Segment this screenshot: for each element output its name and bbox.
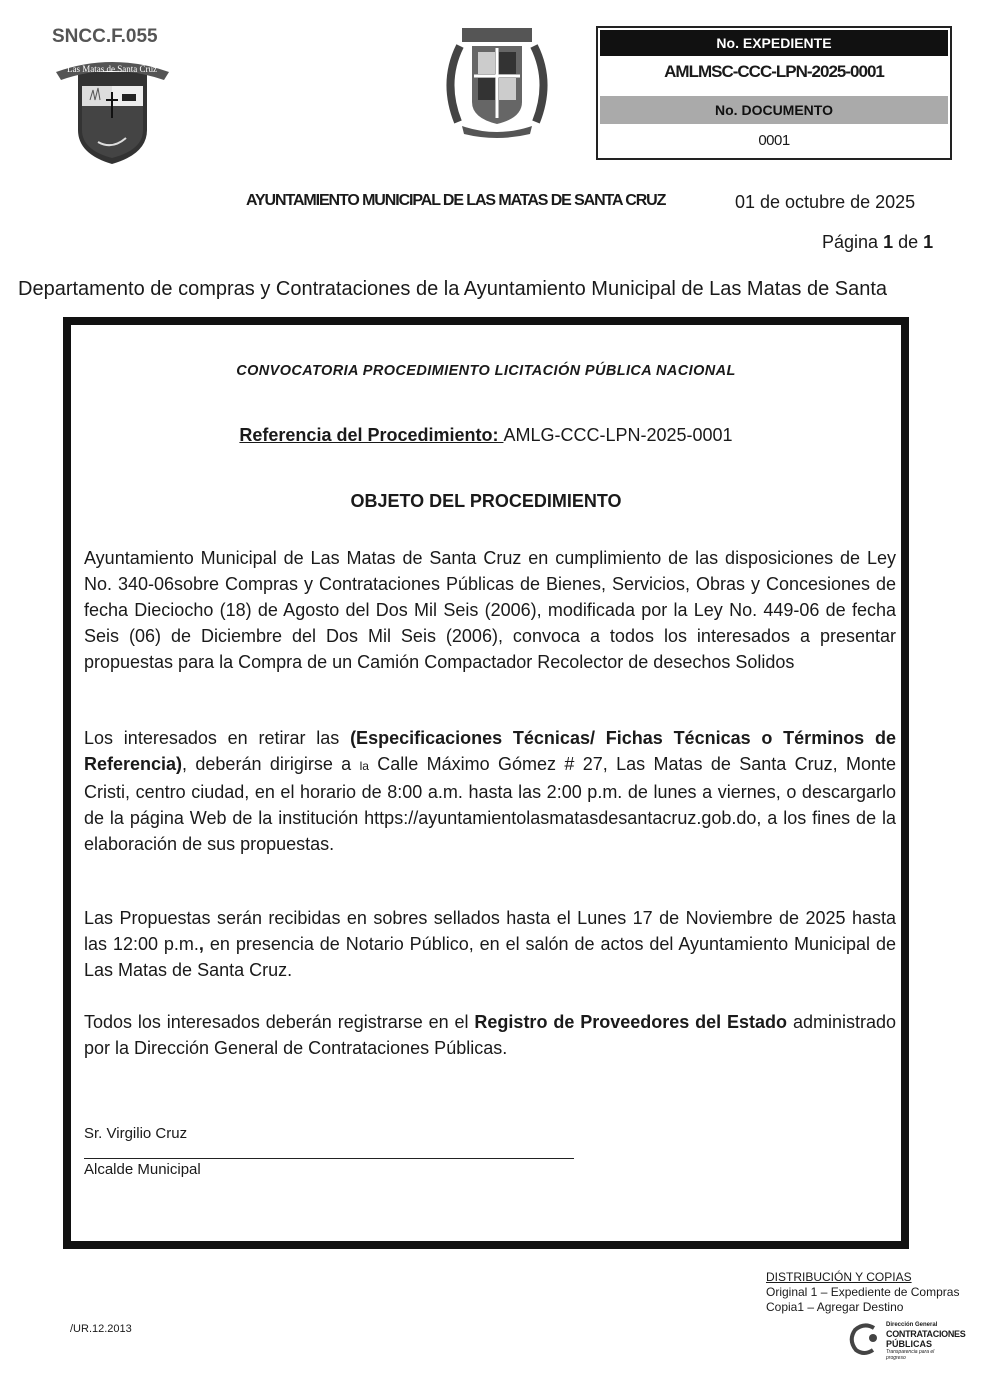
page-number: Página 1 de 1 <box>822 232 934 252</box>
distribution-original: Original 1 – Expediente de Compras <box>766 1285 960 1299</box>
expediente-box <box>596 26 952 160</box>
convocatoria-frame <box>63 317 909 1249</box>
expediente-label: No. EXPEDIENTE <box>600 30 948 56</box>
department-line: Departamento de compras y Contrataciones de la Ayuntamiento Municipal de Las Matas de Santa <box>18 278 888 300</box>
procedure-reference <box>71 425 901 446</box>
documento-value: 0001 <box>758 132 790 149</box>
reference-label: Referencia del Procedimiento: <box>239 425 504 445</box>
distribution-copy: Copia1 – Agregar Destino <box>766 1300 904 1314</box>
paragraph-recepcion: Las Propuestas serán recibidas en sobres sellados hasta el Lunes 17 de Noviembre de 2025 hasta las 12:00 p.m., en presencia de Notario Público, en el salón de actos del Ayuntamiento Municipal de Las Matas de Santa Cruz. <box>84 908 896 980</box>
objeto-title: OBJETO DEL PROCEDIMIENTO <box>350 491 622 511</box>
signature-line <box>84 1158 574 1159</box>
expediente-value: AMLMSC-CCC-LPN-2025-0001 <box>664 62 884 81</box>
municipal-logo <box>50 50 175 168</box>
coat-of-arms-seal <box>438 22 556 140</box>
logo-banner-text: Las Matas de Santa Cruz <box>67 64 157 74</box>
dgcp-logo: Dirección General CONTRATACIONES PÚBLICAS Transparencia para el progreso <box>846 1320 952 1358</box>
document-date: 01 de octubre de 2025 <box>735 192 916 212</box>
signer-role: Alcalde Municipal <box>84 1161 201 1178</box>
form-version: /UR.12.2013 <box>70 1323 132 1335</box>
dgcp-mark-icon <box>846 1320 884 1358</box>
distribution-title: DISTRIBUCIÓN Y COPIAS <box>766 1270 912 1284</box>
entity-name: AYUNTAMIENTO MUNICIPAL DE LAS MATAS DE SANTA CRUZ <box>246 192 666 209</box>
form-code: SNCC.F.055 <box>52 26 158 47</box>
reference-value: AMLG-CCC-LPN-2025-0001 <box>503 425 733 445</box>
paragraph-objeto: Ayuntamiento Municipal de Las Matas de Santa Cruz en cumplimiento de las disposiciones de Ley No. 340-06sobre Compras y Contrataciones Públicas de Bienes, Servicios, Obras y Concesiones de fecha Dieciocho (18) de Agosto del Dos Mil Seis (2006), modificada por la Ley No. 449-06 de fecha Seis (06) de Diciembre del Dos Mil Seis (2006), convoca a todos los interesados a presentar propuestas para la Compra de un Camión Compactador Recolector de desechos Solidos <box>84 548 896 672</box>
paragraph-registro: Todos los interesados deberán registrarse en el Registro de Proveedores del Estado administrado por la Dirección General de Contrataciones Públicas. <box>84 1012 896 1058</box>
signer-name: Sr. Virgilio Cruz <box>84 1125 188 1142</box>
paragraph-retiro: Los interesados en retirar las (Especificaciones Técnicas/ Fichas Técnicas o Términos de Referencia), deberán dirigirse a la Calle Máximo Gómez # 27, Las Matas de Santa Cruz, Monte Cristi, centro ciudad, en el horario de 8:00 a.m. hasta las 2:00 p.m. de lunes a viernes, o descargarlo de la página Web de la institución https://ayuntamientolasmatasdesantacruz.gob.do, a los fines de la elaboración de sus propuestas. <box>84 728 897 854</box>
documento-label: No. DOCUMENTO <box>600 96 948 124</box>
convocatoria-title: CONVOCATORIA PROCEDIMIENTO LICITACIÓN PÚBLICA NACIONAL <box>236 363 736 379</box>
